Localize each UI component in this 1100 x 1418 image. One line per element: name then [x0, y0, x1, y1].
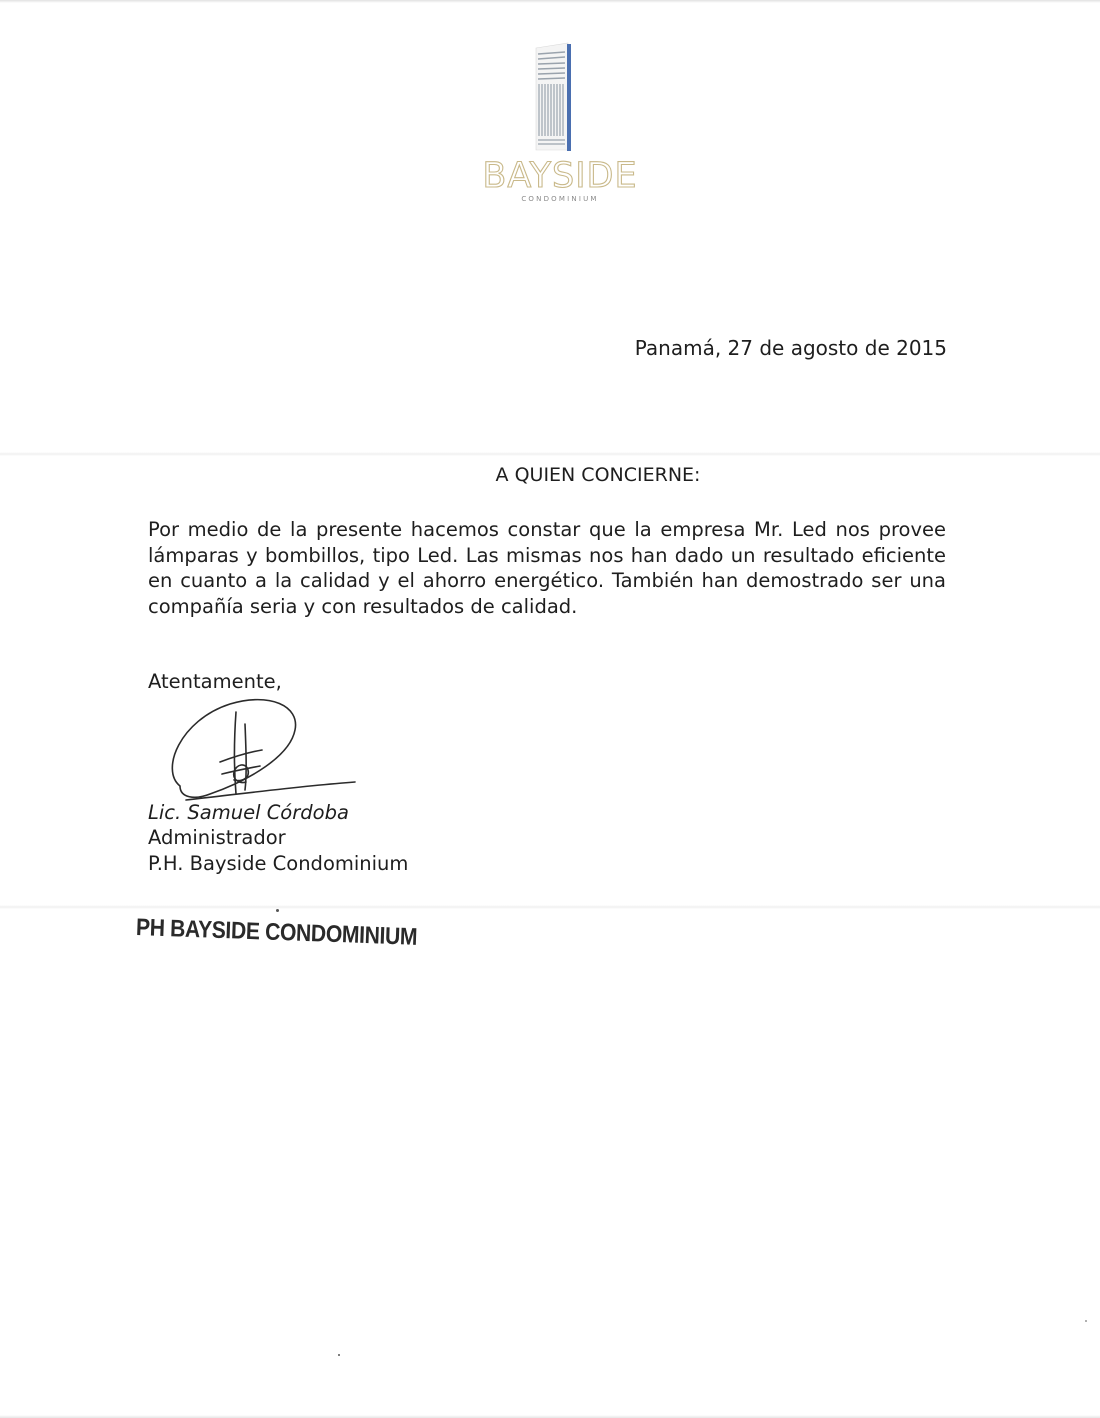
bayside-logo: [480, 40, 640, 210]
tower-logo-icon: [480, 40, 640, 210]
page-top-edge: [0, 0, 1100, 3]
paper-speck: [276, 909, 279, 912]
brand-name: BAYSIDE: [482, 156, 638, 196]
paper-fold-line: [0, 905, 1100, 909]
letter-date: Panamá, 27 de agosto de 2015: [634, 336, 947, 360]
paper-speck: [1085, 1320, 1087, 1322]
rubber-stamp: PH BAYSIDE CONDOMINIUM: [135, 914, 418, 951]
brand-tagline: CONDOMINIUM: [521, 195, 599, 203]
signer-name: Lic. Samuel Córdoba: [148, 801, 349, 824]
salutation: [0, 464, 1100, 486]
salutation-text: A QUIEN CONCIERNE:: [495, 464, 701, 486]
signer-title: Administrador: [148, 826, 286, 849]
closing: Atentamente,: [148, 670, 282, 693]
signer-organization: P.H. Bayside Condominium: [148, 852, 409, 875]
paper-fold-line: [0, 452, 1100, 456]
paper-speck: [338, 1354, 340, 1356]
letter-body: Por medio de la presente hacemos constar que la empresa Mr. Led nos provee lámparas y bombillos, tipo Led. Las mismas nos han dado un resultado eficiente en cuanto a la calidad y el ahorro energético. También han demostrado ser una compañía seria y con resultados de calidad.: [148, 518, 946, 618]
